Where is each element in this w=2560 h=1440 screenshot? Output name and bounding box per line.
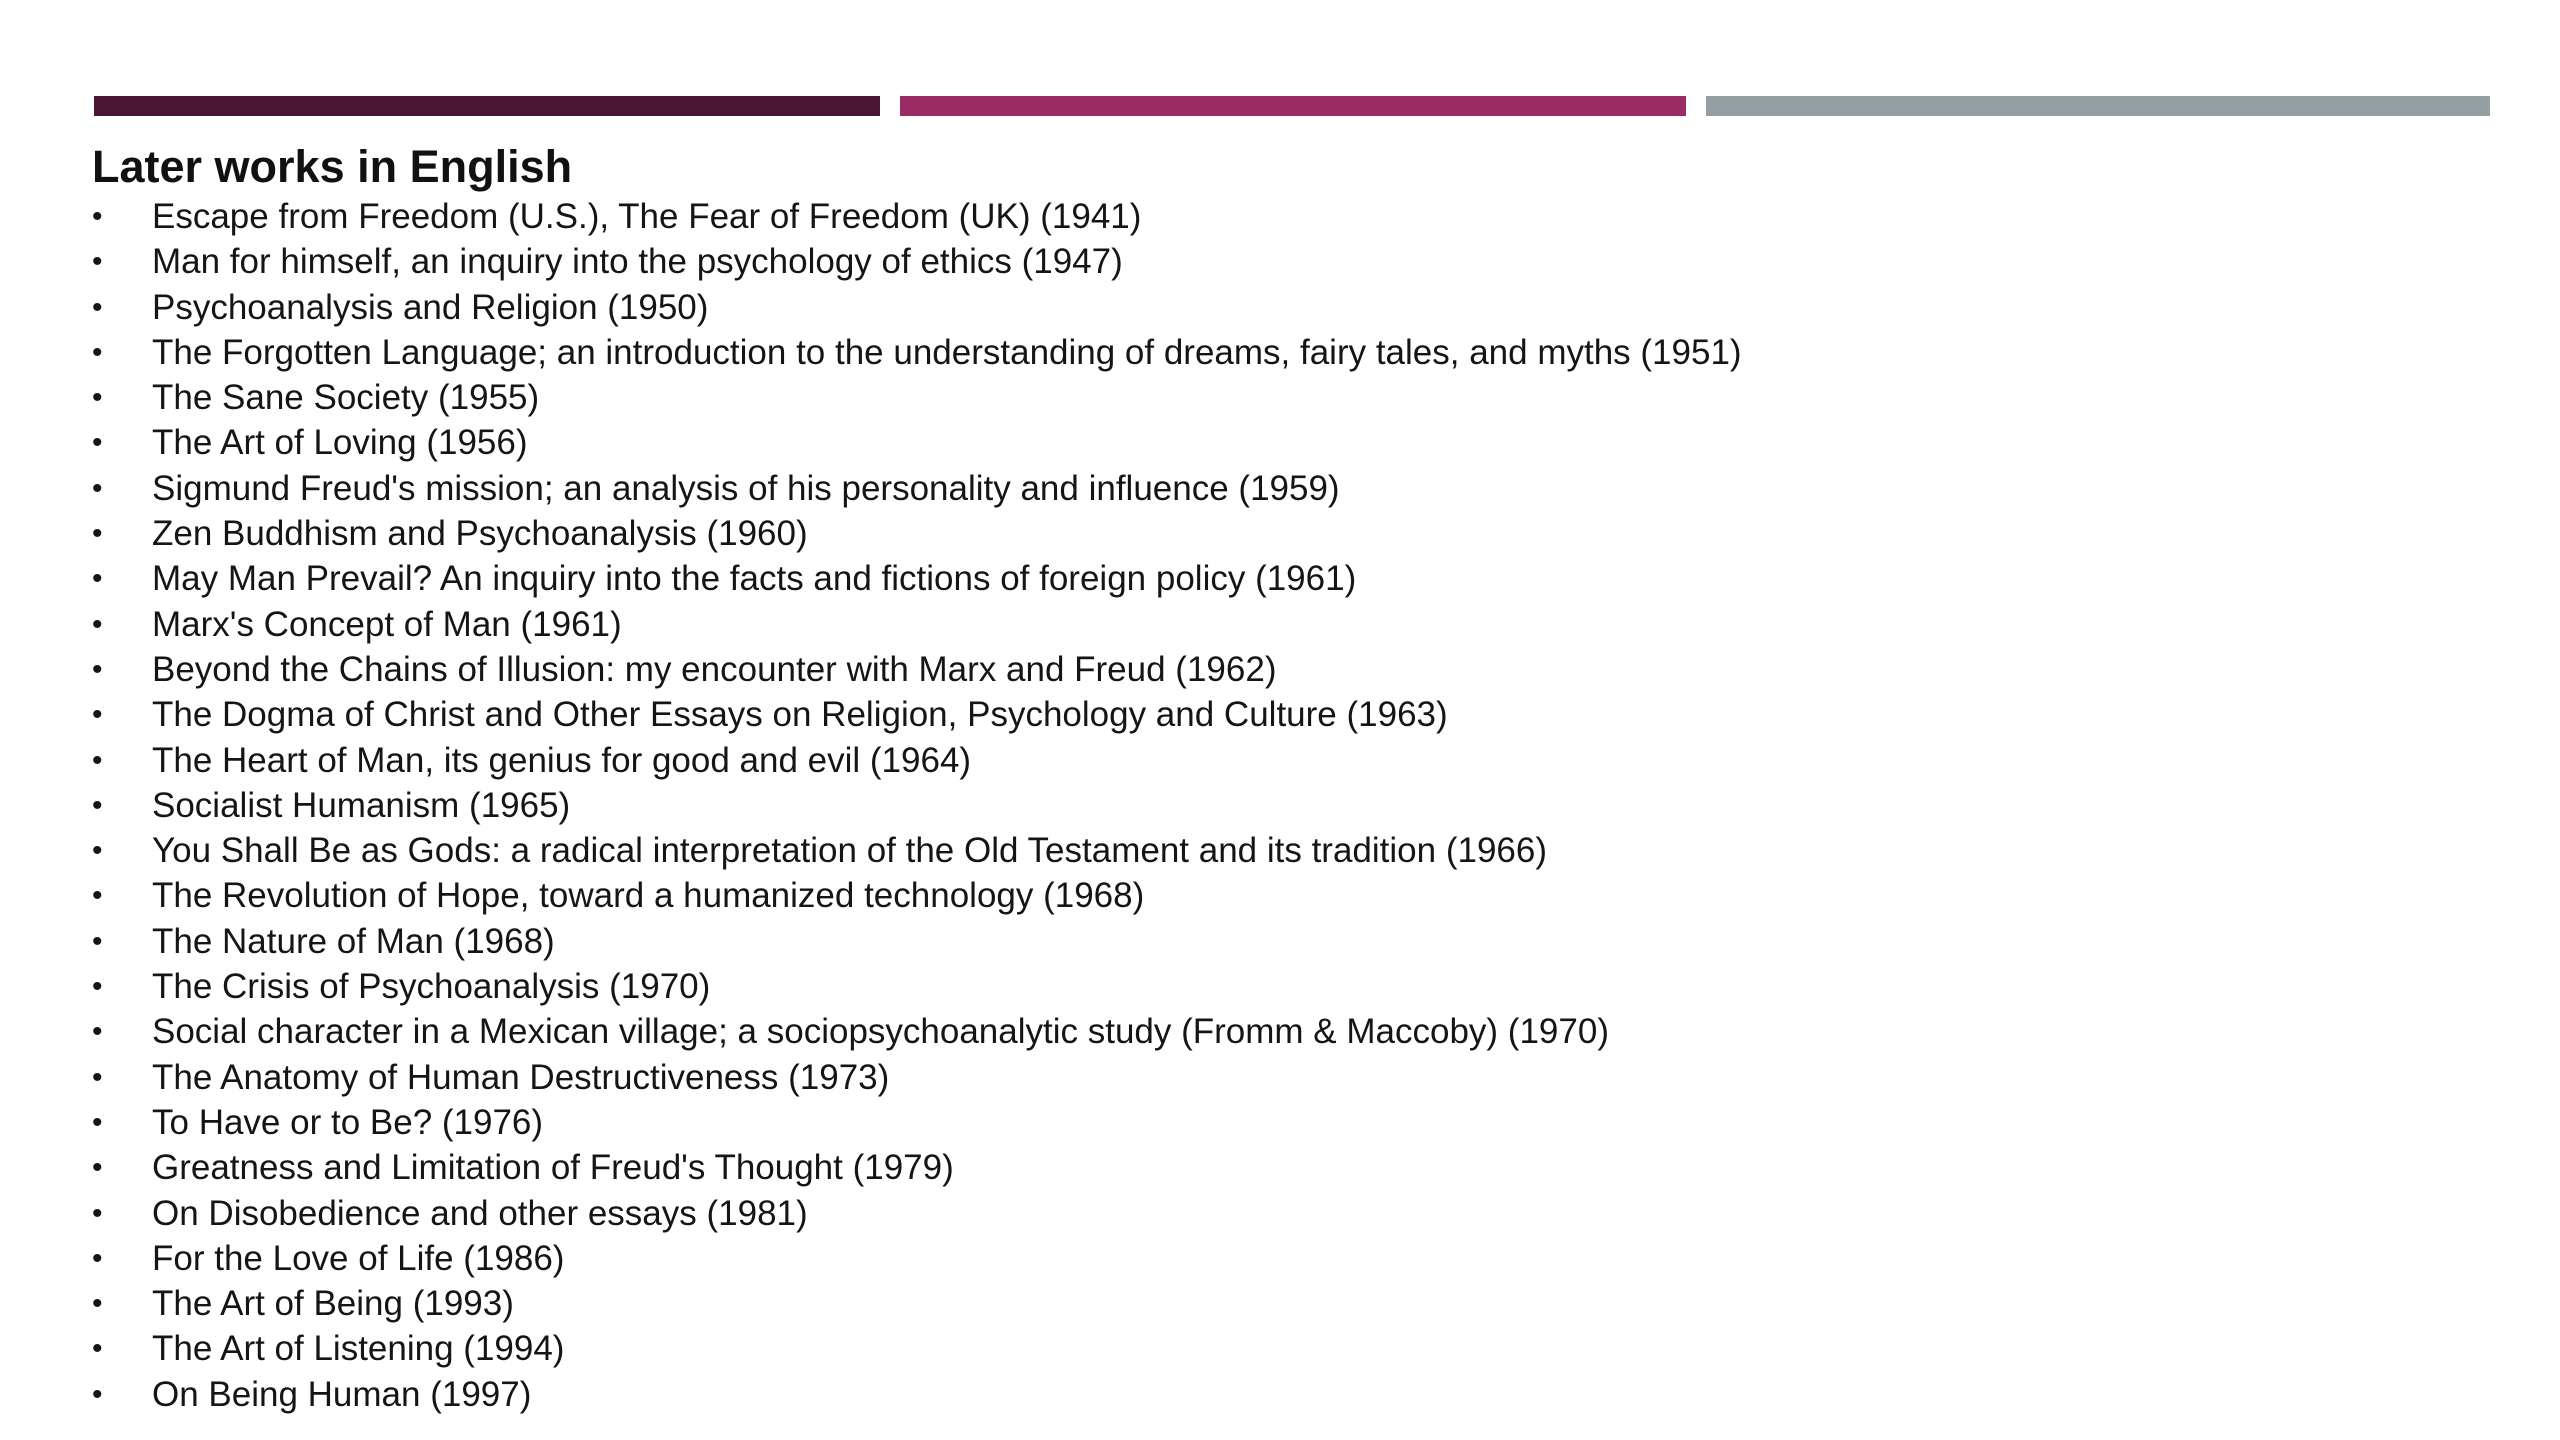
list-item <box>92 964 2452 1009</box>
list-item <box>92 783 2452 828</box>
work-title: To Have or to Be? (1976) <box>152 1102 544 1142</box>
work-title: Beyond the Chains of Illusion: my encounter with Marx and Freud (1962) <box>152 649 1277 689</box>
bullet-icon: • <box>92 652 103 686</box>
work-title: Sigmund Freud's mission; an analysis of his personality and influence (1959) <box>152 468 1340 508</box>
work-title: Zen Buddhism and Psychoanalysis (1960) <box>152 514 808 554</box>
work-title: The Anatomy of Human Destructiveness (1973) <box>152 1057 890 1097</box>
bullet-icon: • <box>92 970 103 1004</box>
list-item <box>92 466 2452 511</box>
bullet-icon: • <box>92 562 103 596</box>
top-bar-dark-plum <box>94 96 880 116</box>
bullet-icon: • <box>92 245 103 279</box>
work-title: Psychoanalysis and Religion (1950) <box>152 287 709 327</box>
list-item <box>92 1009 2452 1054</box>
work-title: May Man Prevail? An inquiry into the facts and fictions of foreign policy (1961) <box>152 559 1357 599</box>
bullet-icon: • <box>92 834 103 868</box>
list-item <box>92 602 2452 647</box>
list-item <box>92 1145 2452 1190</box>
bullet-icon: • <box>92 1015 103 1049</box>
bullet-icon: • <box>92 1060 103 1094</box>
work-title: Marx's Concept of Man (1961) <box>152 604 622 644</box>
bullet-icon: • <box>92 743 103 777</box>
bullet-icon: • <box>92 200 103 233</box>
work-title: The Crisis of Psychoanalysis (1970) <box>152 967 711 1007</box>
slide-title: Later works in English <box>92 141 573 192</box>
work-title: The Heart of Man, its genius for good and evil (1964) <box>152 740 972 780</box>
work-title: The Revolution of Hope, toward a humanized technology (1968) <box>152 876 1145 916</box>
list-item <box>92 239 2452 284</box>
list-item <box>92 919 2452 964</box>
bullet-icon: • <box>92 1151 103 1185</box>
work-title: The Art of Listening (1994) <box>152 1329 565 1369</box>
work-title: Socialist Humanism (1965) <box>152 785 571 825</box>
work-title: The Dogma of Christ and Other Essays on Religion, Psychology and Culture (1963) <box>152 695 1448 735</box>
list-item <box>92 1055 2452 1100</box>
list-item <box>92 873 2452 918</box>
top-bar-gray <box>1706 96 2490 116</box>
list-item <box>92 1100 2452 1145</box>
bullet-icon: • <box>92 335 103 369</box>
bullet-icon: • <box>92 1287 103 1321</box>
bullet-icon: • <box>92 381 103 415</box>
list-item <box>92 1236 2452 1281</box>
top-bar-magenta <box>900 96 1686 116</box>
work-title: You Shall Be as Gods: a radical interpretation of the Old Testament and its tradition (1966) <box>152 831 1547 871</box>
work-title: Greatness and Limitation of Freud's Thought (1979) <box>152 1148 954 1188</box>
bullet-icon: • <box>92 788 103 822</box>
bullet-icon: • <box>92 1377 103 1411</box>
works-list <box>92 194 2452 1417</box>
work-title: Social character in a Mexican village; a sociopsychoanalytic study (Fromm & Maccoby) (1970) <box>152 1012 1609 1052</box>
list-item <box>92 556 2452 601</box>
bullet-icon: • <box>92 426 103 460</box>
bullet-icon: • <box>92 1332 103 1366</box>
bullet-icon: • <box>92 1241 103 1275</box>
list-item <box>92 330 2452 375</box>
list-item <box>92 285 2452 330</box>
work-title: The Sane Society (1955) <box>152 378 540 418</box>
work-title: The Nature of Man (1968) <box>152 921 555 961</box>
bullet-icon: • <box>92 290 103 324</box>
work-title: The Art of Loving (1956) <box>152 423 528 463</box>
list-item <box>92 1372 2452 1417</box>
decorative-top-bars <box>94 96 2490 116</box>
work-title: Man for himself, an inquiry into the psychology of ethics (1947) <box>152 242 1123 282</box>
work-title: Escape from Freedom (U.S.), The Fear of Freedom (UK) (1941) <box>152 197 1142 236</box>
list-item <box>92 828 2452 873</box>
list-item <box>92 1326 2452 1371</box>
bullet-icon: • <box>92 698 103 732</box>
list-item <box>92 738 2452 783</box>
bullet-icon: • <box>92 471 103 505</box>
list-item <box>92 375 2452 420</box>
bullet-icon: • <box>92 1196 103 1230</box>
bullet-icon: • <box>92 607 103 641</box>
bullet-icon: • <box>92 517 103 551</box>
work-title: The Forgotten Language; an introduction to the understanding of dreams, fairy tales, and myths (1951) <box>152 332 1742 372</box>
bullet-icon: • <box>92 879 103 913</box>
bullet-icon: • <box>92 924 103 958</box>
list-item <box>92 692 2452 737</box>
work-title: On Disobedience and other essays (1981) <box>152 1193 808 1233</box>
work-title: The Art of Being (1993) <box>152 1284 514 1324</box>
work-title: On Being Human (1997) <box>152 1374 532 1414</box>
list-item <box>92 420 2452 465</box>
list-item <box>92 511 2452 556</box>
work-title: For the Love of Life (1986) <box>152 1238 565 1278</box>
list-item <box>92 1191 2452 1236</box>
list-item <box>92 194 2452 239</box>
list-item <box>92 1281 2452 1326</box>
bullet-icon: • <box>92 1105 103 1139</box>
list-item <box>92 647 2452 692</box>
